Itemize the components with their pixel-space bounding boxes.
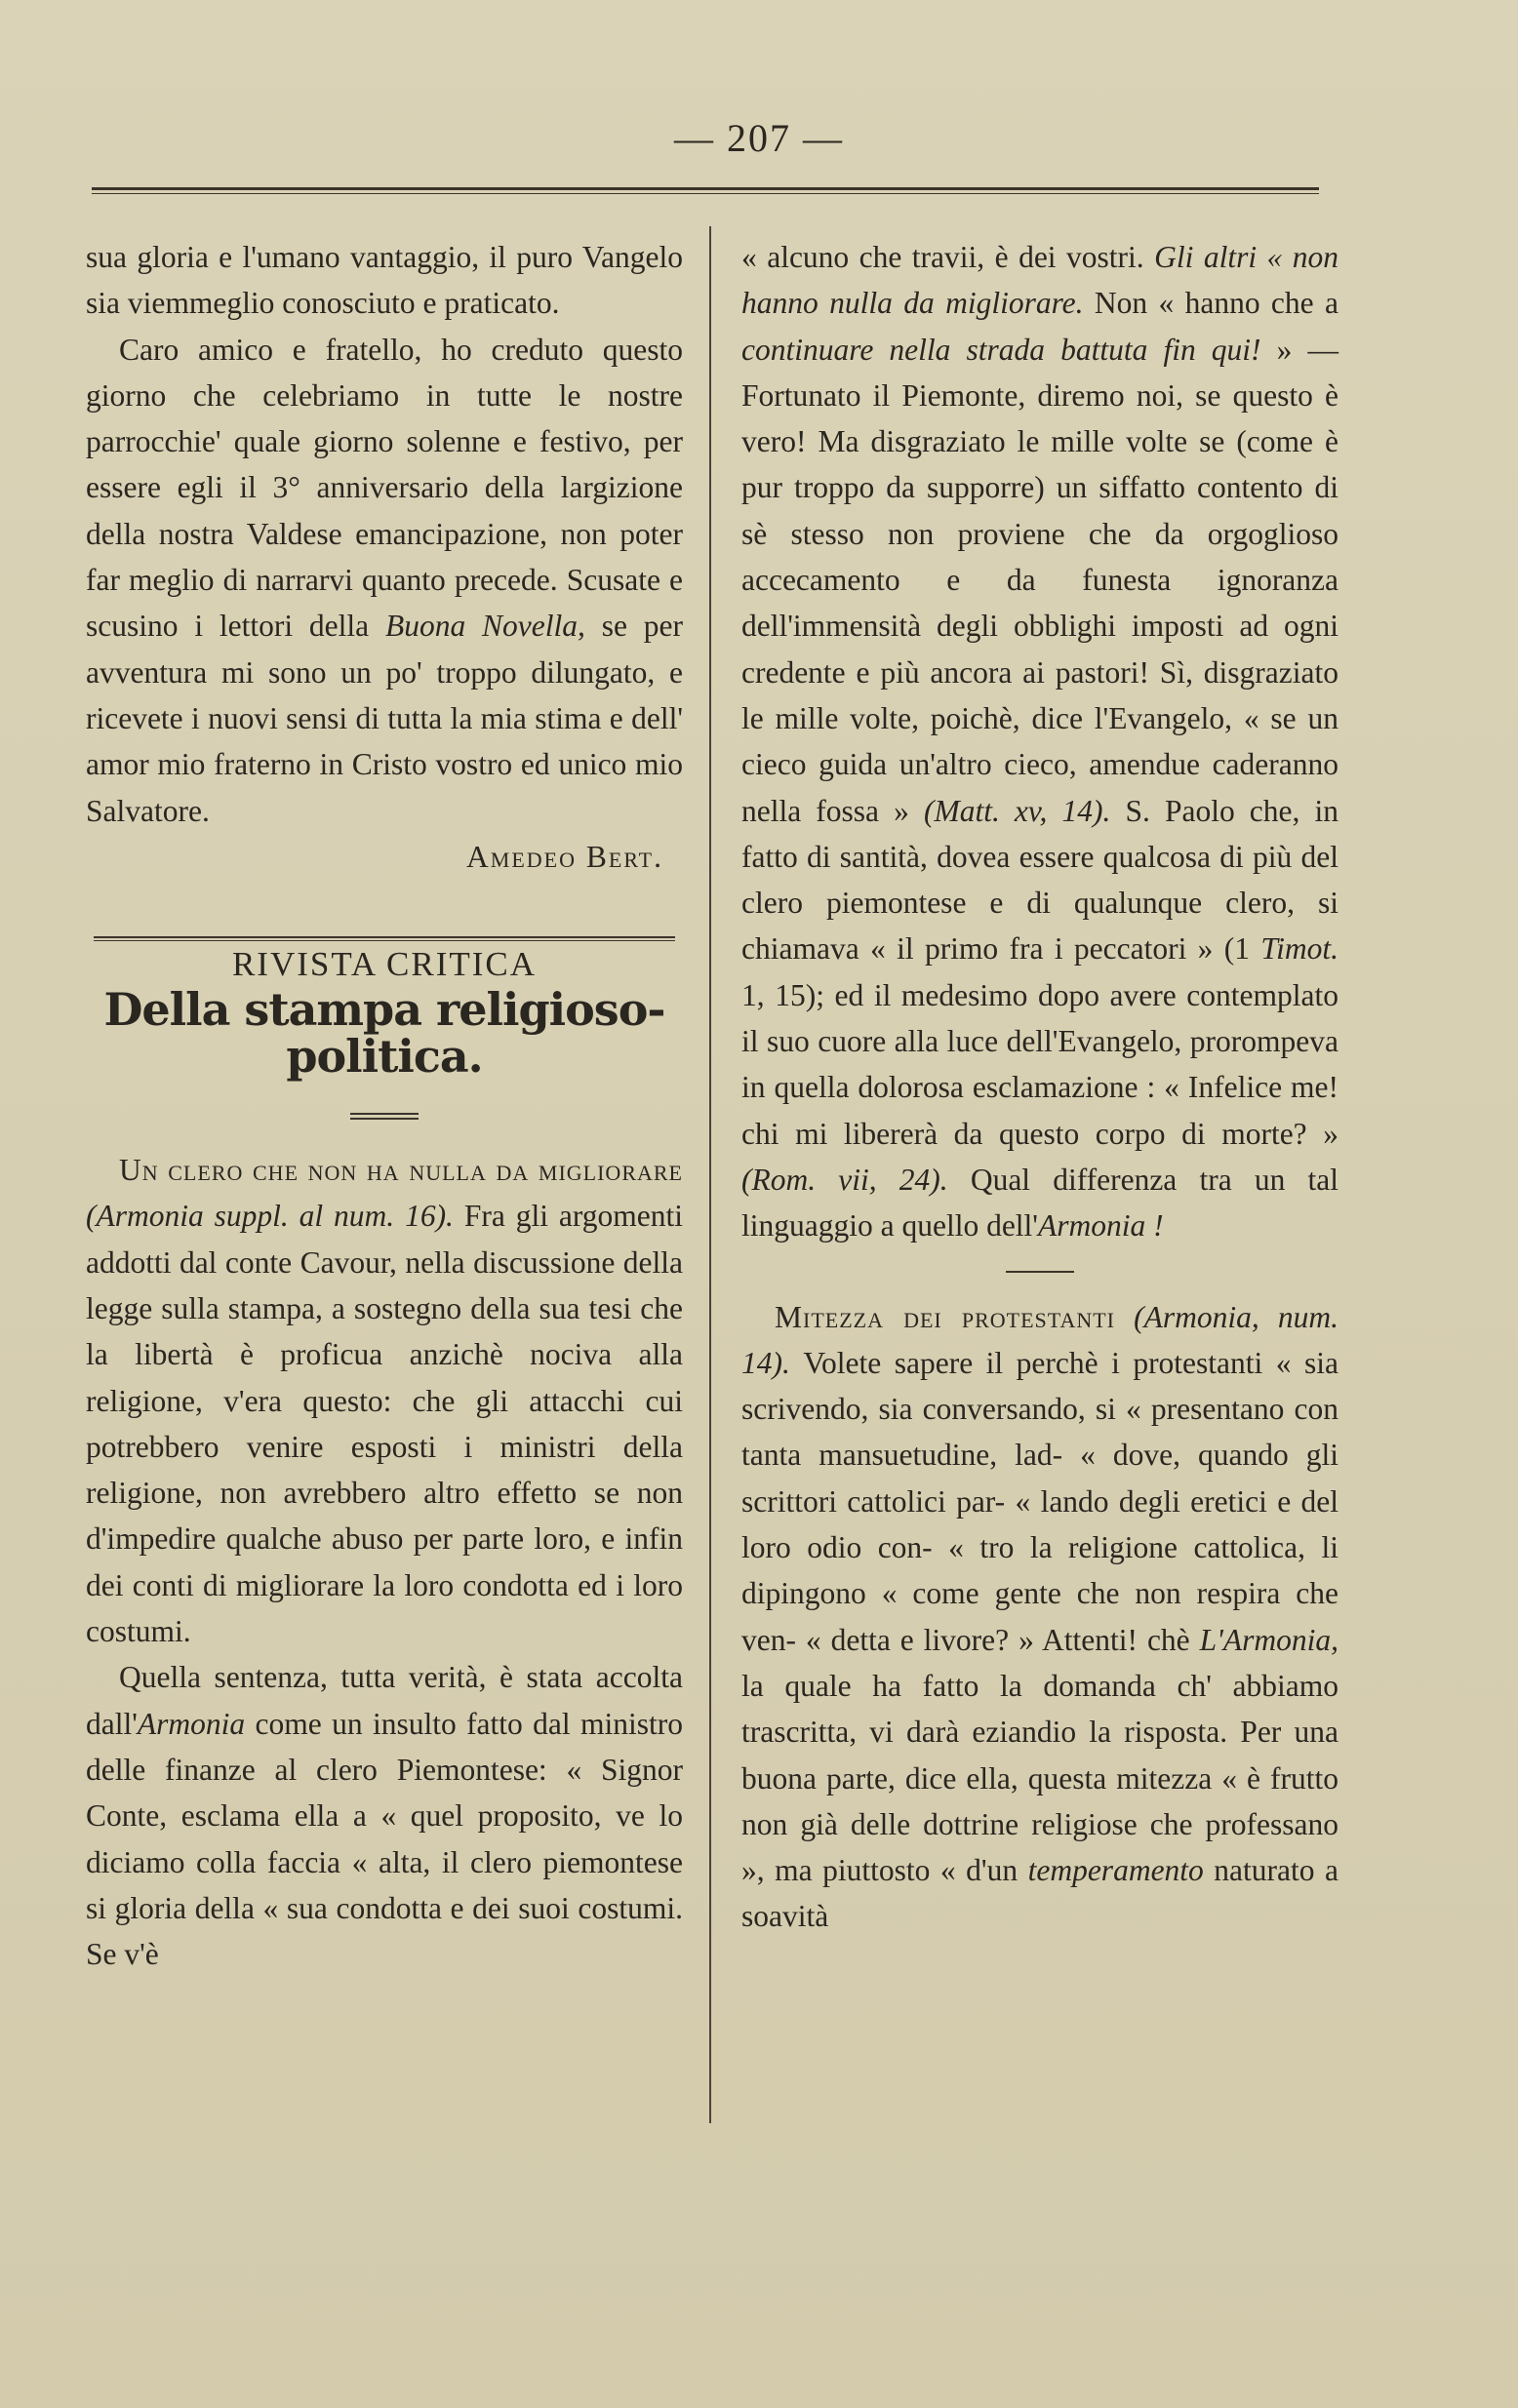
text-italic: L'Armonia, <box>1199 1622 1338 1657</box>
section-title: RIVISTA CRITICA <box>231 945 538 984</box>
header-rule <box>92 187 1319 194</box>
article-body: Volete sapere il perchè i protestanti « sia scrivendo, sia conversando, si « presentano con tanta mansuetudine, lad- « dove, quando gli scrittori cattolici par- « lando degli eretici e del loro odio con- « tro la religione cattolica, li dipingono « come gente che non respira che ven- « detta e livore? » Attenti! chè <box>741 1345 1338 1657</box>
text-run: se per avventura mi sono un po' troppo dilungato, e ricevete i nuovi sensi di tutta la mia stima e dell' amor mio fraterno in Cristo vostro ed unico mio Salvatore. <box>86 609 684 828</box>
paragraph-continuation: sua gloria e l'umano vantaggio, il puro Vangelo sia viemmeglio conosciuto e praticato. <box>86 240 683 321</box>
text-run: Non « hanno che a <box>1083 286 1338 321</box>
short-rule <box>1006 1271 1074 1273</box>
article-reference: (Armonia, num. 14). <box>741 1299 1338 1380</box>
text-run: Caro amico e fratello, ho creduto questo giorno che celebriamo in tutte le nostre parrocchie' quale giorno solenne e festivo, per essere egli il 3° anniversario della largizione della nostra Valdese emancipazione, non poter far meglio di narrarvi quanto precede. Scusate e scusino i lettori della <box>86 332 683 644</box>
paragraph-continuation-right <box>741 234 1338 1249</box>
text-run: S. Paolo che, in fatto di santità, dovea essere qualcosa di più del clero piemontese e di qualunque clero, si chiamava « il primo fra i peccatori » (1 <box>741 793 1338 967</box>
right-column <box>741 234 1338 1940</box>
text-italic: Buona Novella, <box>384 609 585 644</box>
citation: Timot. <box>1260 931 1338 967</box>
text-italic: continuare nella strada battuta fin qui! <box>741 332 1261 367</box>
text-run: Qual differenza tra un tal linguaggio a quello dell' <box>741 1162 1338 1243</box>
text-italic: Gli altri « non hanno nulla da migliorare. <box>741 240 1339 321</box>
text-run: la quale ha fatto la domanda ch' abbiamo trascritta, vi darà eziandio la risposta. Per una buona parte, dice ella, questa mitezza « è frutto non già delle dottrine religiose che professano », ma piuttosto « d'un <box>741 1668 1338 1888</box>
section-subtitle: Della stampa religioso-politica. <box>103 983 665 1083</box>
text-italic: Armonia ! <box>1038 1208 1164 1243</box>
article-body: Fra gli argomenti addotti dal conte Cavour, nella discussione della legge sulla stampa, a sostegno della sua tesi che la libertà è proficua anzichè nociva alla religione, v'era questo: che gli attacchi cui potrebbero venire esposti i ministri della religione, non avrebbero altro effetto se non d'impedire qualche abuso per parte loro, e infin dei conti di migliorare la loro condotta ed i loro costumi. <box>86 1199 683 1649</box>
article-reference: (Armonia suppl. al num. 16). <box>86 1199 464 1234</box>
short-rule <box>350 1113 419 1120</box>
paragraph-letter-closing <box>86 327 683 834</box>
text-run: 1, 15); ed il medesimo dopo avere contemplato il suo cuore alla luce dell'Evangelo, prorompeva in quella dolorosa esclamazione : « Infelice me! chi mi libererà da questo corpo di morte? » <box>741 977 1338 1151</box>
text-run: come un insulto fatto dal ministro delle finanze al clero Piemontese: « Signor Conte, esclama ella a « quel proposito, ve lo diciamo colla faccia « alta, il clero piemontese si gloria della « sua condotta e dei suoi costumi. Se v'è <box>86 1706 683 1972</box>
text-run: » — Fortunato il Piemonte, diremo noi, se questo è vero! Ma disgraziato le mille volte se (come è pur troppo da supporre) un siffatto contento di sè stesso non proviene che da orgoglioso accecamento e da funesta ignoranza dell'immensità degli obblighi imposti ad ogni credente e più ancora ai pastori! Sì, disgraziato le mille volte, poichè, dice l'Evangelo, « se un cieco guida un'altro cieco, amendue caderanno nella fossa » <box>741 332 1339 828</box>
signature: Amedeo Bert. <box>466 839 663 874</box>
text-run: Quella sentenza, tutta verità, è stata accolta dall' <box>86 1660 683 1741</box>
text-run: « alcuno che travii, è dei vostri. <box>741 240 1155 274</box>
text-run: naturato a soavità <box>741 1853 1338 1934</box>
article-clero <box>86 1147 683 1654</box>
article-lead: Mitezza dei protestanti <box>775 1299 1115 1334</box>
citation: (Rom. vii, 24). <box>741 1162 948 1197</box>
text-italic: temperamento <box>1027 1853 1204 1888</box>
text-italic: Armonia <box>137 1706 246 1741</box>
paragraph-sentenza <box>86 1654 683 1977</box>
page-number: — 207 — <box>674 116 844 160</box>
left-column <box>86 234 683 1977</box>
article-lead: Un clero che non ha nulla da migliorare <box>119 1153 683 1188</box>
column-divider <box>709 226 711 2123</box>
citation: (Matt. xv, 14). <box>923 793 1111 828</box>
article-mitezza <box>741 1294 1338 1940</box>
